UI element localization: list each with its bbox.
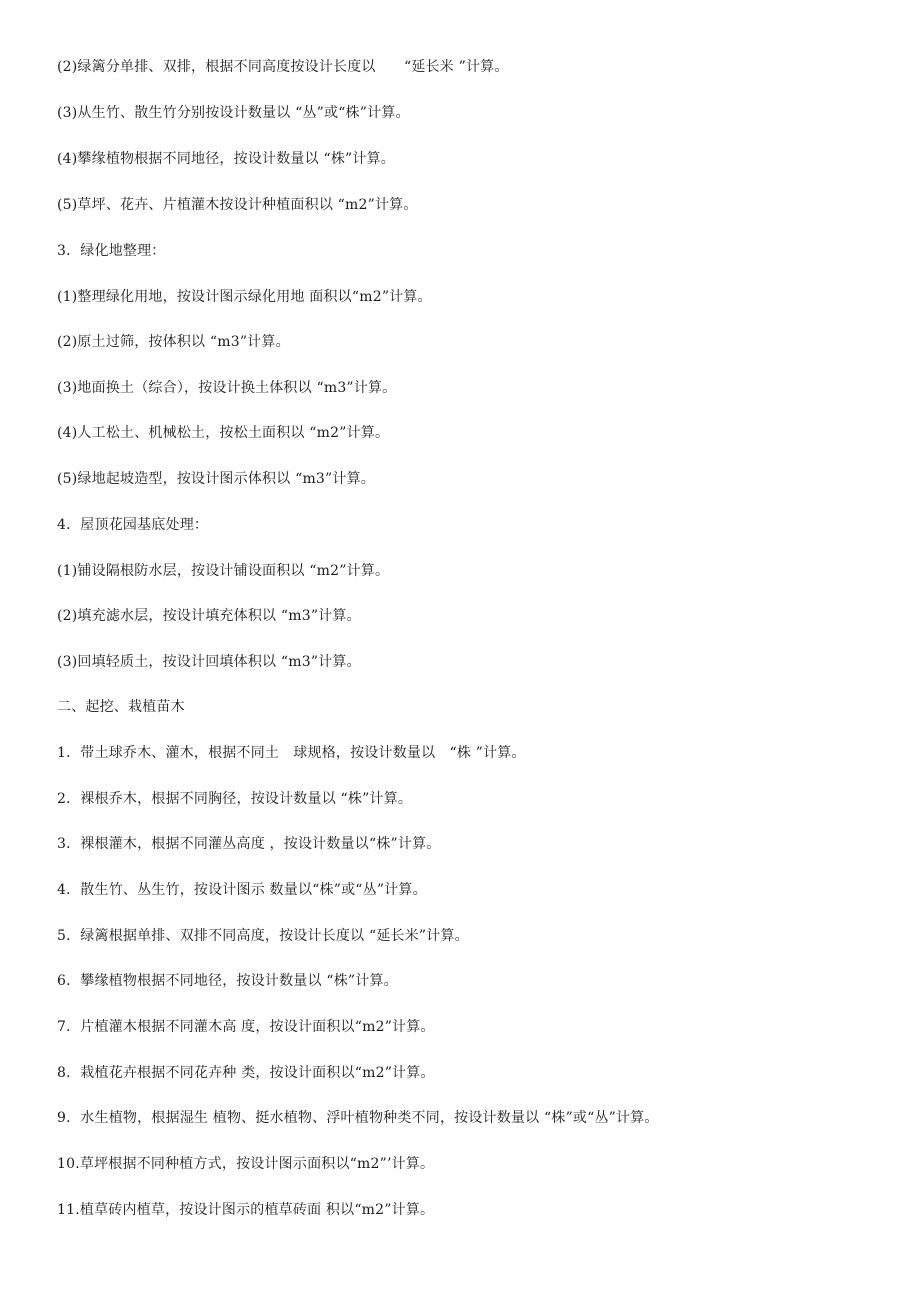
text-line: 11.植草砖内植草，按设计图示的植草砖面 积以“m2”计算。 bbox=[57, 1202, 435, 1218]
chapter-heading: 二、起挖、栽植苗木 bbox=[57, 699, 185, 715]
section-heading: 3．绿化地整理： bbox=[57, 243, 166, 259]
text-line: 9．水生植物，根据湿生 植物、挺水植物、浮叶植物种类不同，按设计数量以 “株”或“丛”计算。 bbox=[57, 1110, 659, 1126]
text-line: 6．攀缘植物根据不同地径，按设计数量以 “株”计算。 bbox=[57, 973, 398, 989]
text-line: (4)人工松土、机械松土，按松土面积以 “m2”计算。 bbox=[57, 425, 390, 441]
text-line: (4)攀缘植物根据不同地径，按设计数量以 “株”计算。 bbox=[57, 151, 395, 167]
section-heading: 4．屋顶花园基底处理： bbox=[57, 517, 209, 533]
text-line: 10.草坪根据不同种植方式，按设计图示面积以“m2”’计算。 bbox=[57, 1156, 435, 1172]
text-line: (3)回填轻质土，按设计回填体积以 “m3”计算。 bbox=[57, 654, 361, 670]
text-line: 5．绿篱根据单排、双排不同高度，按设计长度以 “延长米”计算。 bbox=[57, 928, 469, 944]
text-line: 8．栽植花卉根据不同花卉种 类，按设计面积以“m2”计算。 bbox=[57, 1065, 435, 1081]
text-line: 7．片植灌木根据不同灌木高 度，按设计面积以“m2”计算。 bbox=[57, 1019, 435, 1035]
text-line: 2．裸根乔木，根据不同胸径，按设计数量以 “株”计算。 bbox=[57, 791, 413, 807]
text-line: 3．裸根灌木，根据不同灌丛高度 ，按设计数量以“株”计算。 bbox=[57, 836, 441, 852]
text-line: (2)原土过筛，按体积以 “m3”计算。 bbox=[57, 334, 290, 350]
text-line: (1)铺设隔根防水层，按设计铺设面积以 “m2”计算。 bbox=[57, 563, 390, 579]
text-line: (2)填充滤水层，按设计填充体积以 “m3”计算。 bbox=[57, 608, 361, 624]
text-line: (3)从生竹、散生竹分别按设计数量以 “丛”或“株”计算。 bbox=[57, 105, 410, 121]
text-line: (2)绿篱分单排、双排，根据不同高度按设计长度以 “延长米 ”计算。 bbox=[57, 59, 509, 75]
text-line: (1)整理绿化用地，按设计图示绿化用地 面积以“m2”计算。 bbox=[57, 289, 432, 305]
text-line: (3)地面换土（综合），按设计换土体积以 “m3”计算。 bbox=[57, 380, 397, 396]
text-line: (5)绿地起坡造型，按设计图示体积以 “m3”计算。 bbox=[57, 471, 375, 487]
text-line: 1．带土球乔木、灌木，根据不同土 球规格，按设计数量以 “株 ”计算。 bbox=[57, 745, 526, 761]
text-line: 4．散生竹、丛生竹，按设计图示 数量以“株”或“丛”计算。 bbox=[57, 882, 427, 898]
text-line: (5)草坪、花卉、片植灌木按设计种植面积以 “m2”计算。 bbox=[57, 197, 418, 213]
